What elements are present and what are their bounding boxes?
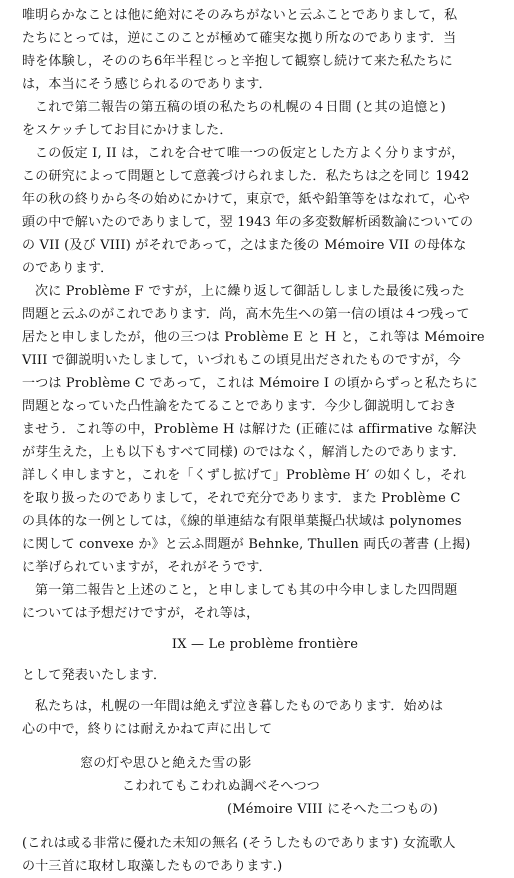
text-line: たちにとっては，逆にこのことが極めて確実な拠り所なのであります．当 <box>22 31 457 46</box>
paragraph-8 <box>22 832 508 878</box>
text-line: 年の秋の終りから冬の始めにかけて，東京で，紙や鉛筆等をはなれて，心や <box>22 192 471 207</box>
text-line: この研究によって問題として意義づけられました．私たちは之を同じ 1942 <box>22 169 470 184</box>
text-line: 私たちは，札幌の一年間は絶えず泣き暮したものであります．始めは <box>35 699 444 714</box>
text-line: 心の中で，終りには耐えかねて声に出して <box>22 722 273 737</box>
text-line: は，本当にそう感じられるのであります． <box>22 77 272 92</box>
poem-line: こわれてもこわれぬ調べそへつつ <box>122 779 321 794</box>
text-line: 時を体験し，そののち6年半程じっと辛抱して観察し続けて来た私たちに <box>22 54 453 69</box>
document-page <box>22 4 508 878</box>
text-line: の十三首に取材し取藻したものであります.) <box>22 859 283 874</box>
text-line: 居たと申しましたが，他の三つは Problème E と H と，これ等は Mémoire <box>22 330 485 345</box>
text-line: VIII で御説明いたしまして，いづれもこの頃見出だされたものですが，今 <box>22 353 461 368</box>
paragraph-5 <box>22 579 508 625</box>
text-line: これで第二報告の第五稿の頃の私たちの札幌の４日間 (と其の追憶と) <box>35 100 446 115</box>
paragraph-4 <box>22 280 508 579</box>
text-line: この仮定 I, II は，これを合せて唯一つの仮定とした方よく分りますが， <box>35 146 465 161</box>
text-line: のであります． <box>22 261 114 276</box>
text-line: をスケッチしてお目にかけました． <box>22 123 233 138</box>
text-line: 第一第二報告と上述のこと，と申しましても其の中今申しました四問題 <box>35 583 458 598</box>
text-line: の VII (及び VIII) がそれであって，之はまた後の Mémoire VII の母体な <box>22 238 467 253</box>
poem <box>22 752 508 821</box>
text-line: (これは或る非常に優れた未知の無名 (そうしたものであります) 女流歌人 <box>22 836 456 851</box>
text-line: に関して convexe か》と云ふ問題が Behnke, Thullen 両氏の著書 (上揭) <box>22 537 471 552</box>
text-line: 唯明らかなことは他に絶対にそのみちがないと云ふことでありまして，私 <box>22 8 458 23</box>
paragraph-3 <box>22 142 508 280</box>
section-heading: IX — Le problème frontière <box>171 637 359 652</box>
text-line: に挙げられていますが，それがそうです． <box>22 560 272 575</box>
text-line: 頭の中で解いたのでありまして，翌 1943 年の多変数解析函数論についての <box>22 215 474 230</box>
text-line: の具体的な一例としては，《線的単連結な有限単葉擬凸状域は polynomes <box>22 514 462 529</box>
text-line: 問題と云ふのがこれであります．尚，高木先生への第一信の頃は４つ残って <box>22 307 470 322</box>
text-line: 詳しく申しますと，これを「くずし拡げて」Problème H′ の如くし，それ <box>22 468 467 483</box>
paragraph-2 <box>22 96 508 142</box>
paragraph-1 <box>22 4 508 96</box>
text-line: 次に Problème F ですが，上に繰り返して御話ししました最後に残った <box>35 284 465 299</box>
text-line: については予想だけですが，それ等は， <box>22 606 260 621</box>
text-line: 一つは Problème C であって，これは Mémoire I の頃からずっと私たちに <box>22 376 478 391</box>
text-line: が芽生えた，上も以下もすべて同様) のではなく，解消したのであります． <box>22 445 466 460</box>
text-line: ませう．これ等の中，Problème H は解けた (正確には affirmative な解決 <box>22 422 477 437</box>
paragraph-7 <box>22 695 508 741</box>
poem-line: 窓の灯や思ひと絶えた雪の影 <box>80 756 252 771</box>
text-line: 問題となっていた凸性論をたてることであります．今少し御説明しておき <box>22 399 457 414</box>
poem-attribution: (Mémoire VIII にそへた二つもの) <box>227 802 439 817</box>
text-line: として発表いたします． <box>22 668 167 683</box>
text-line: を取り扱ったのでありまして，それで充分であります．また Problème C <box>22 491 461 506</box>
